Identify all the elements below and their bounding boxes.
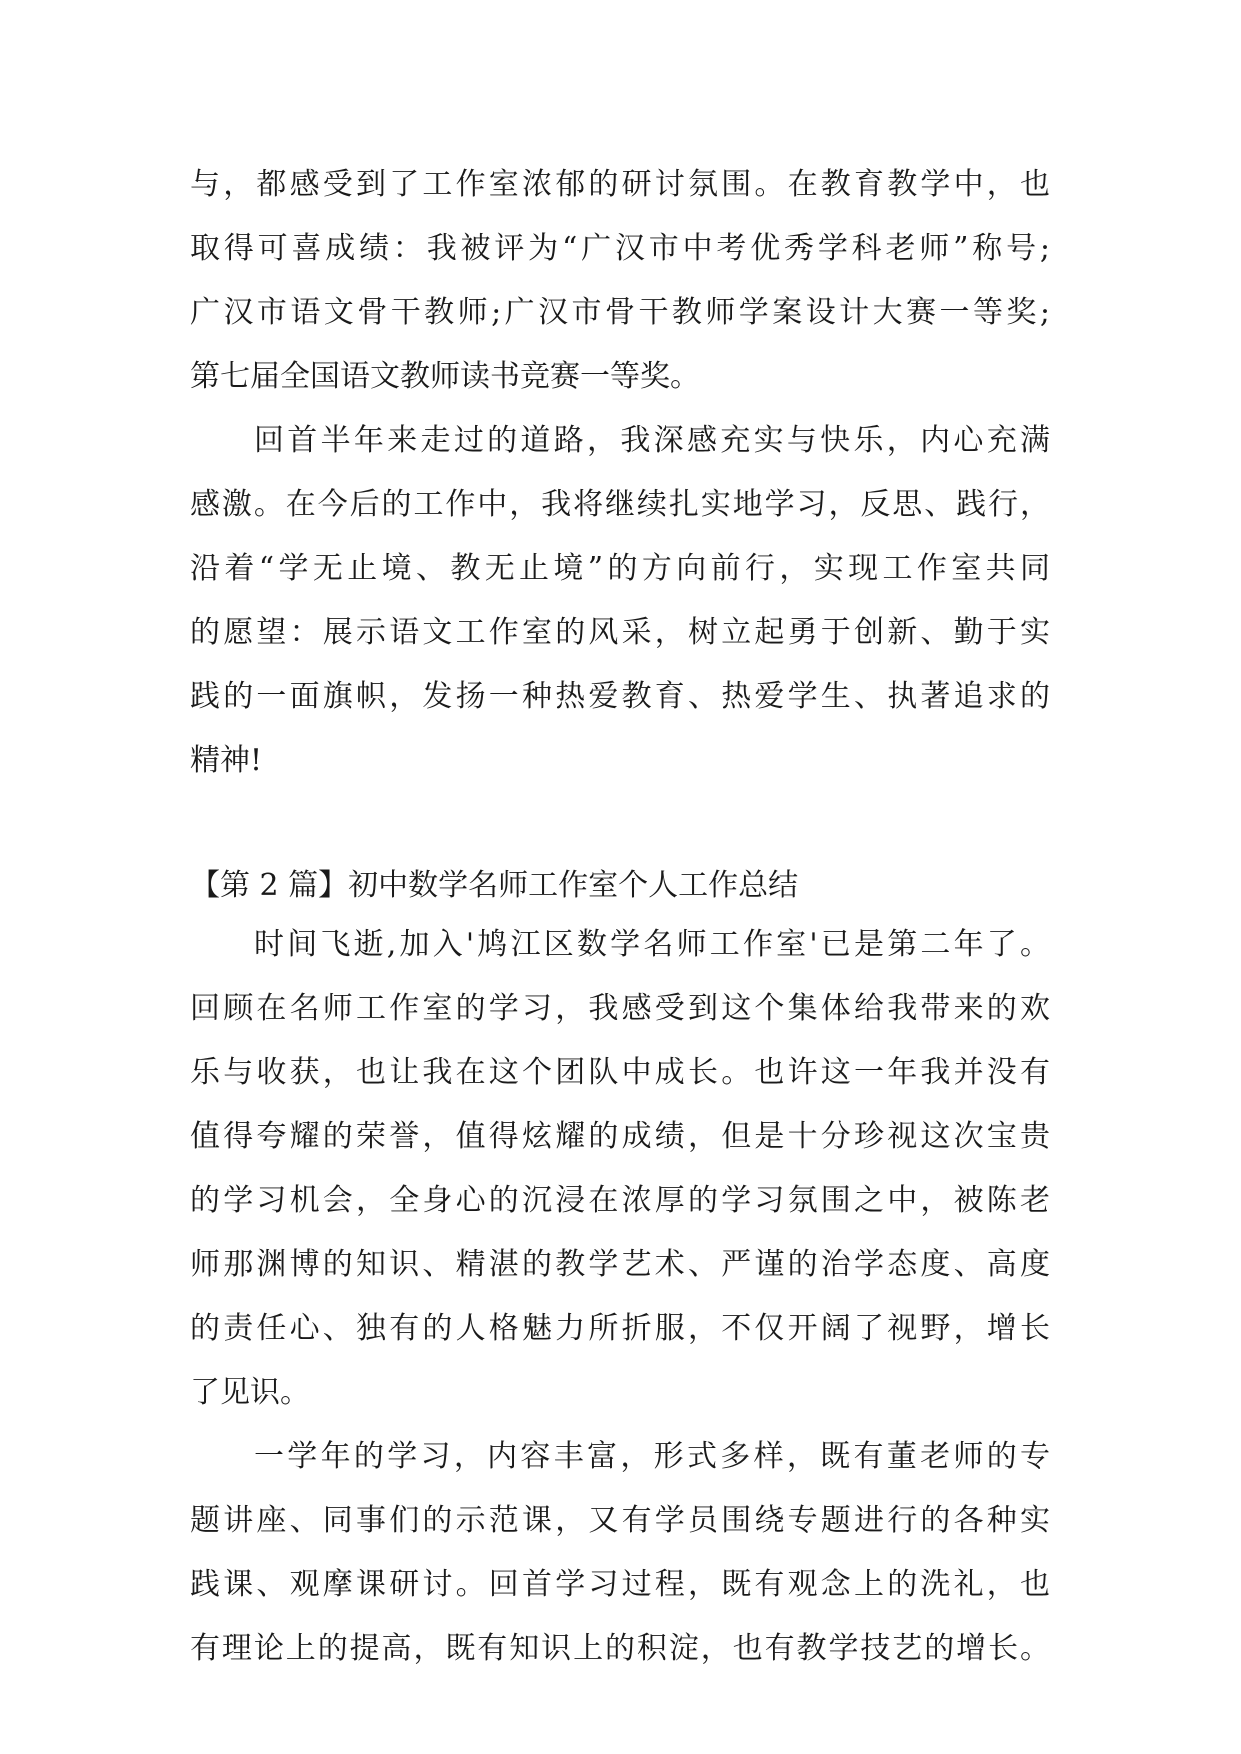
text-line: 乐与收获，也让我在这个团队中成长。也许这一年我并没有 xyxy=(190,1055,1050,1090)
text-line: 一学年的学习，内容丰富，形式多样，既有董老师的专 xyxy=(254,1439,1050,1474)
text-line: 践的一面旗帜，发扬一种热爱教育、热爱学生、执著追求的 xyxy=(190,679,1050,714)
text-line: 有理论上的提高，既有知识上的积淀，也有教学技艺的增长。 xyxy=(190,1631,1050,1666)
text-line: 值得夸耀的荣誉，值得炫耀的成绩，但是十分珍视这次宝贵 xyxy=(190,1119,1050,1154)
text-line: 的学习机会，全身心的沉浸在浓厚的学习氛围之中，被陈老 xyxy=(190,1183,1050,1218)
text-line: 的责任心、独有的人格魅力所折服，不仅开阔了视野，增长 xyxy=(190,1311,1050,1346)
text-line: 回首半年来走过的道路，我深感充实与快乐，内心充满 xyxy=(254,423,1050,458)
text-line: 精神! xyxy=(190,743,263,778)
text-line: 广汉市语文骨干教师;广汉市骨干教师学案设计大赛一等奖; xyxy=(190,295,1050,330)
text-line: 沿着“学无止境、教无止境”的方向前行，实现工作室共同 xyxy=(190,551,1050,586)
text-line: 第七届全国语文教师读书竞赛一等奖。 xyxy=(190,359,700,394)
text-line: 了见识。 xyxy=(190,1375,310,1410)
text-line: 感激。在今后的工作中，我将继续扎实地学习，反思、践行， xyxy=(190,487,1050,522)
text-line: 践课、观摩课研讨。回首学习过程，既有观念上的洗礼，也 xyxy=(190,1567,1050,1602)
text-line: 的愿望：展示语文工作室的风采，树立起勇于创新、勤于实 xyxy=(190,615,1050,650)
text-line: 回顾在名师工作室的学习，我感受到这个集体给我带来的欢 xyxy=(190,991,1050,1026)
text-line: 与，都感受到了工作室浓郁的研讨氛围。在教育教学中，也 xyxy=(190,167,1050,202)
text-line: 时间飞逝,加入'鸠江区数学名师工作室'已是第二年了。 xyxy=(254,927,1050,962)
text-line: 师那渊博的知识、精湛的教学艺术、严谨的治学态度、高度 xyxy=(190,1247,1050,1282)
section-heading: 【第 2 篇】初中数学名师工作室个人工作总结 xyxy=(190,868,799,903)
text-line: 题讲座、同事们的示范课，又有学员围绕专题进行的各种实 xyxy=(190,1503,1050,1538)
text-line: 取得可喜成绩：我被评为“广汉市中考优秀学科老师”称号; xyxy=(190,231,1050,266)
